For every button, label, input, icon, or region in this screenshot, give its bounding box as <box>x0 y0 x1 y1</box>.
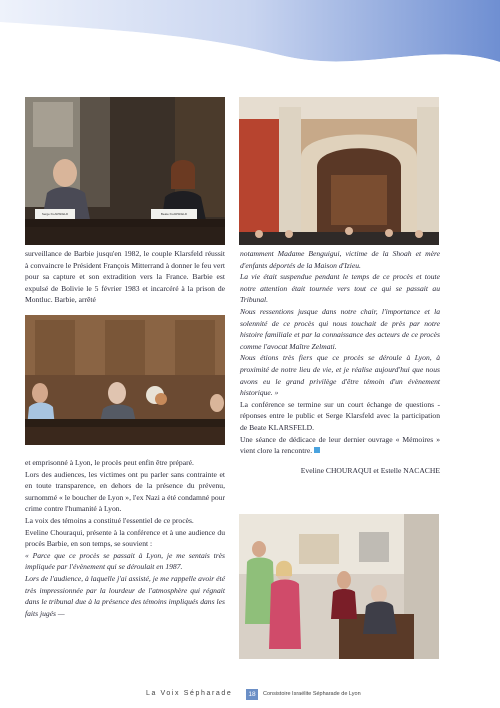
signature: Eveline CHOURAQUI et Estelle NACACHE <box>300 465 440 475</box>
page-number: 18 <box>246 689 258 700</box>
photo-dedication-session <box>239 514 439 659</box>
name-card-beate: Beate KLARSFELD <box>160 212 188 216</box>
quote-paragraph: « Parce que ce procès se passait à Lyon, je me sentais très impliquée par l'évènement qui se déroulait en 1987. <box>25 550 225 572</box>
paragraph: surveillance de Barbie jusqu'en 1982, le couple Klarsfeld réussit à convaincre le Président François Mitterrand à donner le feu vert pour sa capture et son extradition vers la France. Barbie est expulsé de Bolivie le 5 février 1983 et incarcéré à la prison de Montluc. Barbie, arrêté <box>25 249 225 305</box>
paragraph <box>240 434 440 457</box>
paragraph: Eveline Chouraqui, présente à la conférence et à une audience du procès Barbie, en son temps, se souvient : <box>25 527 225 549</box>
paragraph: La conférence se termine sur un court échange de questions - réponses entre le public et Serge Klarsfeld avec la participation de Beate KLARSFELD. <box>240 399 440 432</box>
quote-paragraph: Nous étions très fiers que ce procès se déroule à Lyon, à proximité de notre lieu de vie, et je réalise aujourd'hui que nous avons eu le grand privilège d'être témoin d'un évènement historique. » <box>240 353 440 398</box>
paragraph: La voix des témoins a constitué l'essentiel de ce procès. <box>25 515 194 525</box>
end-mark-square-icon <box>314 447 320 453</box>
quote-paragraph: Lors de l'audience, à laquelle j'ai assisté, je me rappelle avoir été très impressionnée par la lourdeur de l'atmosphère qui régnait dans le tribunal due à la présence des témoins impliqués dans les faits jugés — <box>25 573 225 618</box>
page-footer <box>0 688 500 702</box>
organization-name: Consistoire Israélite Sépharade de Lyon <box>263 691 361 697</box>
magazine-title: La Voix Sépharade <box>146 690 233 697</box>
photo-speaker-table <box>25 315 225 445</box>
photo-conference-panel <box>25 97 225 245</box>
photo-ornate-hall <box>239 97 439 245</box>
header-wave-decoration <box>0 0 500 75</box>
quote-paragraph: La vie était suspendue pendant le temps de ce procès et toute notre attention était tournée vers tout ce qui se passait au Tribunal. <box>240 272 440 305</box>
closing-sentence: Une séance de dédicace de leur dernier ouvrage « Mémoires » vient clore la rencontre. <box>240 434 440 456</box>
quote-paragraph: notamment Madame Benguigui, victime de la Shoah et mère d'enfants déportés de la Maison d'Izieu. <box>240 249 440 270</box>
paragraph: et emprisonné à Lyon, le procès peut enfin être préparé. <box>25 458 194 467</box>
name-card-serge: Serge KLARSFELD <box>41 212 69 216</box>
left-column-upper-text <box>25 248 225 306</box>
right-column-text <box>240 248 440 476</box>
paragraph: Lors des audiences, les victimes ont pu parler sans contrainte et en toute transparence, en dehors de la présence du prévenu, surnommé « le boucher de Lyon », l'ex Nazi a été condamné pour crime contre l'humanité à Lyon. <box>25 469 225 514</box>
left-column-lower-text <box>25 457 225 619</box>
quote-paragraph: Nous ressentions jusque dans notre chair, l'importance et la solennité de ce procès qui nous touchait de près par notre histoire familiale et par la connaissance des acteurs de ce procès comme l'avocat Maître Zelmati. <box>240 306 440 351</box>
